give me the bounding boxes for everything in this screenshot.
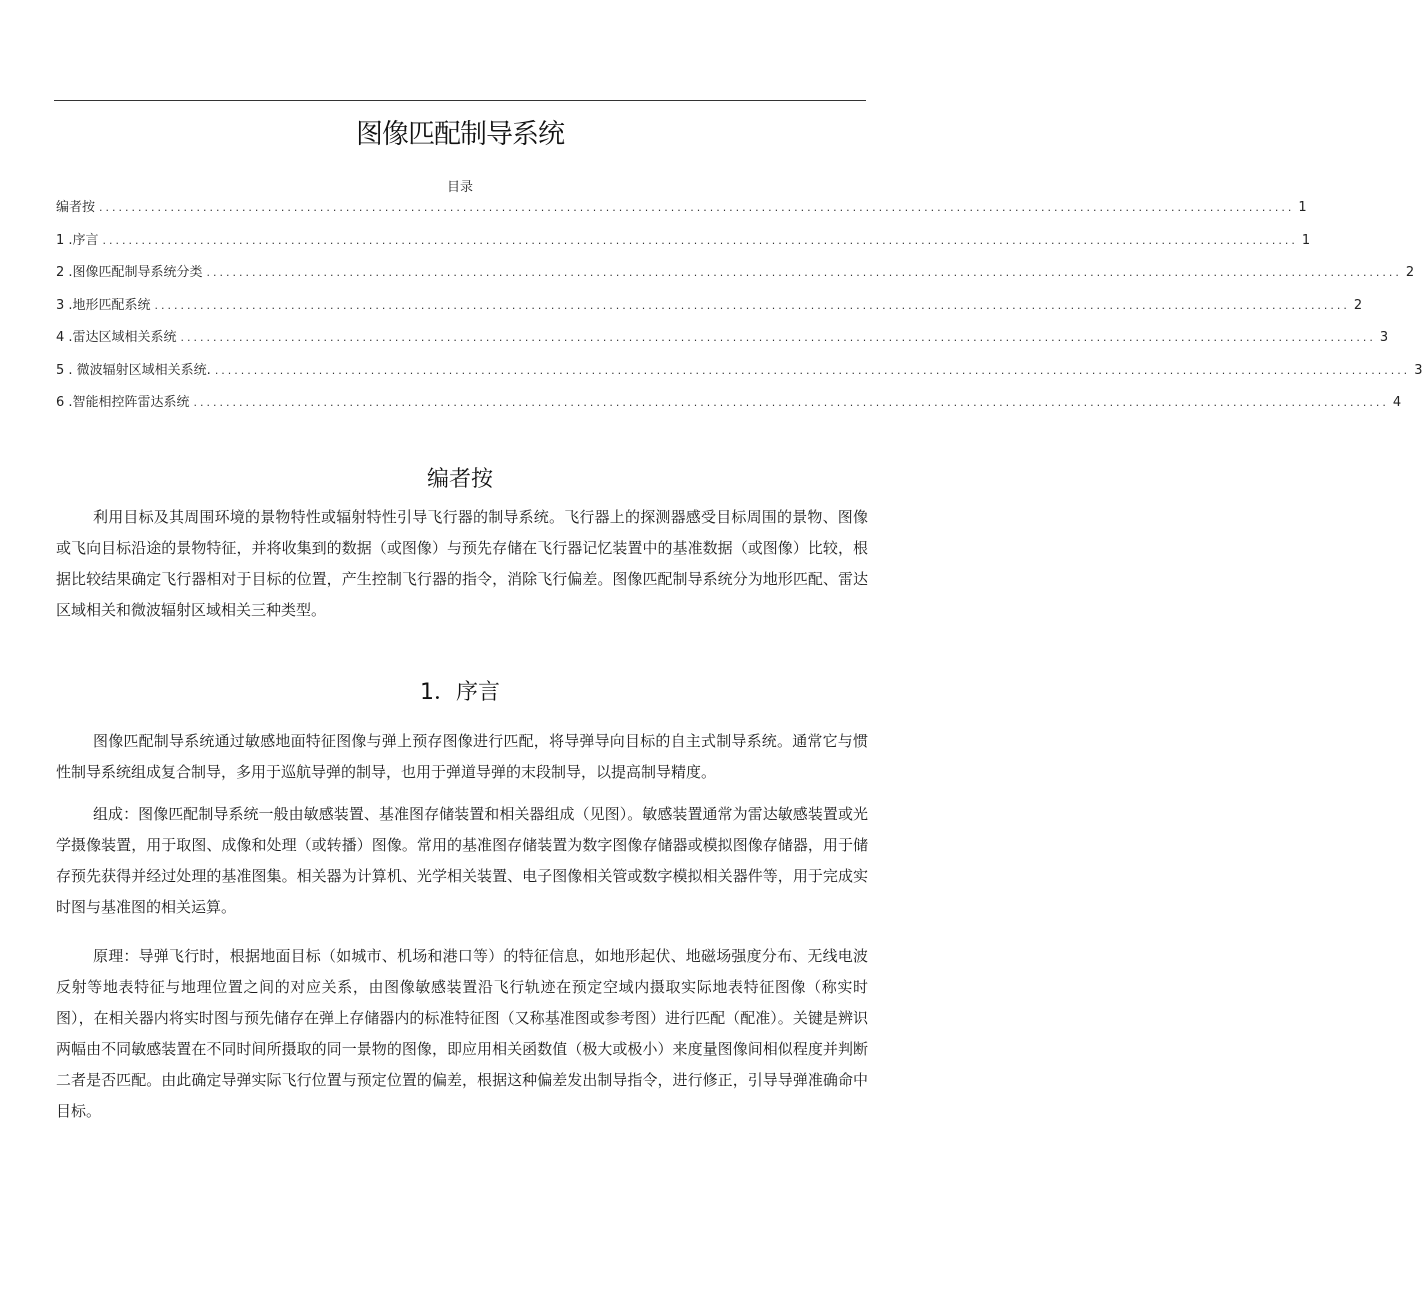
toc-leader: ........................................................................................................................................................................................ <box>193 396 1389 409</box>
toc-leader: ........................................................................................................................................................................................ <box>180 331 1376 344</box>
toc-item-radar-correlation[interactable] <box>56 326 1389 359</box>
toc-item-terrain-matching[interactable] <box>56 294 1363 327</box>
toc-item-label: 5 . 微波辐射区域相关系统. <box>56 362 211 378</box>
editor-note-paragraph: 利用目标及其周围环境的景物特性或辐射特性引导飞行器的制导系统。飞行器上的探测器感受目标周围的景物、图像或飞向目标沿途的景物特征，并将收集到的数据（或图像）与预先存储在飞行器记忆装置中的基准数据（或图像）比较，根据比较结果确定飞行器相对于目标的位置，产生控制飞行器的指令，消除飞行偏差。图像匹配制导系统分为地形匹配、雷达区域相关和微波辐射区域相关三种类型。 <box>56 508 868 619</box>
toc-heading: 目录 <box>446 180 473 195</box>
toc-item-editor-note[interactable] <box>56 196 1307 229</box>
toc-item-phased-array-radar[interactable] <box>56 391 1402 424</box>
toc-leader: ........................................................................................................................................................................................ <box>102 233 1298 247</box>
toc-item-microwave-correlation[interactable] <box>56 359 1422 392</box>
toc-item-label: 4 .雷达区域相关系统 <box>56 330 177 345</box>
header-rule <box>54 100 866 101</box>
toc-item-label: 2 .图像匹配制导系统分类 <box>56 265 203 280</box>
toc-leader: ........................................................................................................................................................................................ <box>214 363 1411 377</box>
toc-item-page: 2 <box>1405 265 1415 280</box>
toc-item-page: 4 <box>1392 395 1402 410</box>
toc-leader: ........................................................................................................................................................................................ <box>206 266 1402 279</box>
toc-item-page: 3 <box>1379 330 1389 345</box>
editor-note-heading: 编者按 <box>426 467 493 492</box>
toc-item-label: 编者按 <box>56 200 96 215</box>
toc-item-label: 1 .序言 <box>56 232 99 248</box>
toc-item-label: 6 .智能相控阵雷达系统 <box>56 395 190 410</box>
toc-item-page: 1 <box>1298 200 1307 215</box>
toc-item-page: 3 <box>1414 362 1422 378</box>
toc-item-page: 2 <box>1353 297 1363 313</box>
preface-heading: 1．序言 <box>420 680 500 705</box>
toc-leader: ........................................................................................................................................................................................ <box>99 201 1295 214</box>
toc-item-page: 1 <box>1301 232 1311 248</box>
preface-paragraph-composition: 组成：图像匹配制导系统一般由敏感装置、基准图存储装置和相关器组成（见图）。敏感装置通常为雷达敏感装置或光学摄像装置，用于取图、成像和处理（或转播）图像。常用的基准图存储装置为数字图像存储器或模拟图像存储器，用于储存预先获得并经过处理的基准图集。相关器为计算机、光学相关装置、电子图像相关管或数字模拟相关器件等，用于完成实时图与基准图的相关运算。 <box>56 805 868 916</box>
toc-item-preface[interactable] <box>56 229 1311 262</box>
table-of-contents <box>56 196 1422 424</box>
toc-item-label: 3 .地形匹配系统 <box>56 297 151 313</box>
document-title: 图像匹配制导系统 <box>356 119 564 150</box>
preface-paragraph-intro: 图像匹配制导系统通过敏感地面特征图像与弹上预存图像进行匹配，将导弹导向目标的自主式制导系统。通常它与惯性制导系统组成复合制导，多用于巡航导弹的制导，也用于弹道导弹的末段制导，以提高制导精度。 <box>56 732 868 781</box>
toc-leader: ........................................................................................................................................................................................ <box>154 298 1350 312</box>
preface-paragraph-principle: 原理：导弹飞行时，根据地面目标（如城市、机场和港口等）的特征信息，如地形起伏、地磁场强度分布、无线电波反射等地表特征与地理位置之间的对应关系，由图像敏感装置沿飞行轨迹在预定空域内摄取实际地表特征图像（称实时图），在相关器内将实时图与预先储存在弹上存储器内的标准特征图（又称基准图或参考图）进行匹配（配准）。关键是辨识两幅由不同敏感装置在不同时间所摄取的同一景物的图像，即应用相关函数值（极大或极小）来度量图像间相似程度并判断二者是否匹配。由此确定导弹实际飞行位置与预定位置的偏差，根据这种偏差发出制导指令，进行修正，引导导弹准确命中目标。 <box>56 947 868 1120</box>
toc-item-classification[interactable] <box>56 261 1415 294</box>
